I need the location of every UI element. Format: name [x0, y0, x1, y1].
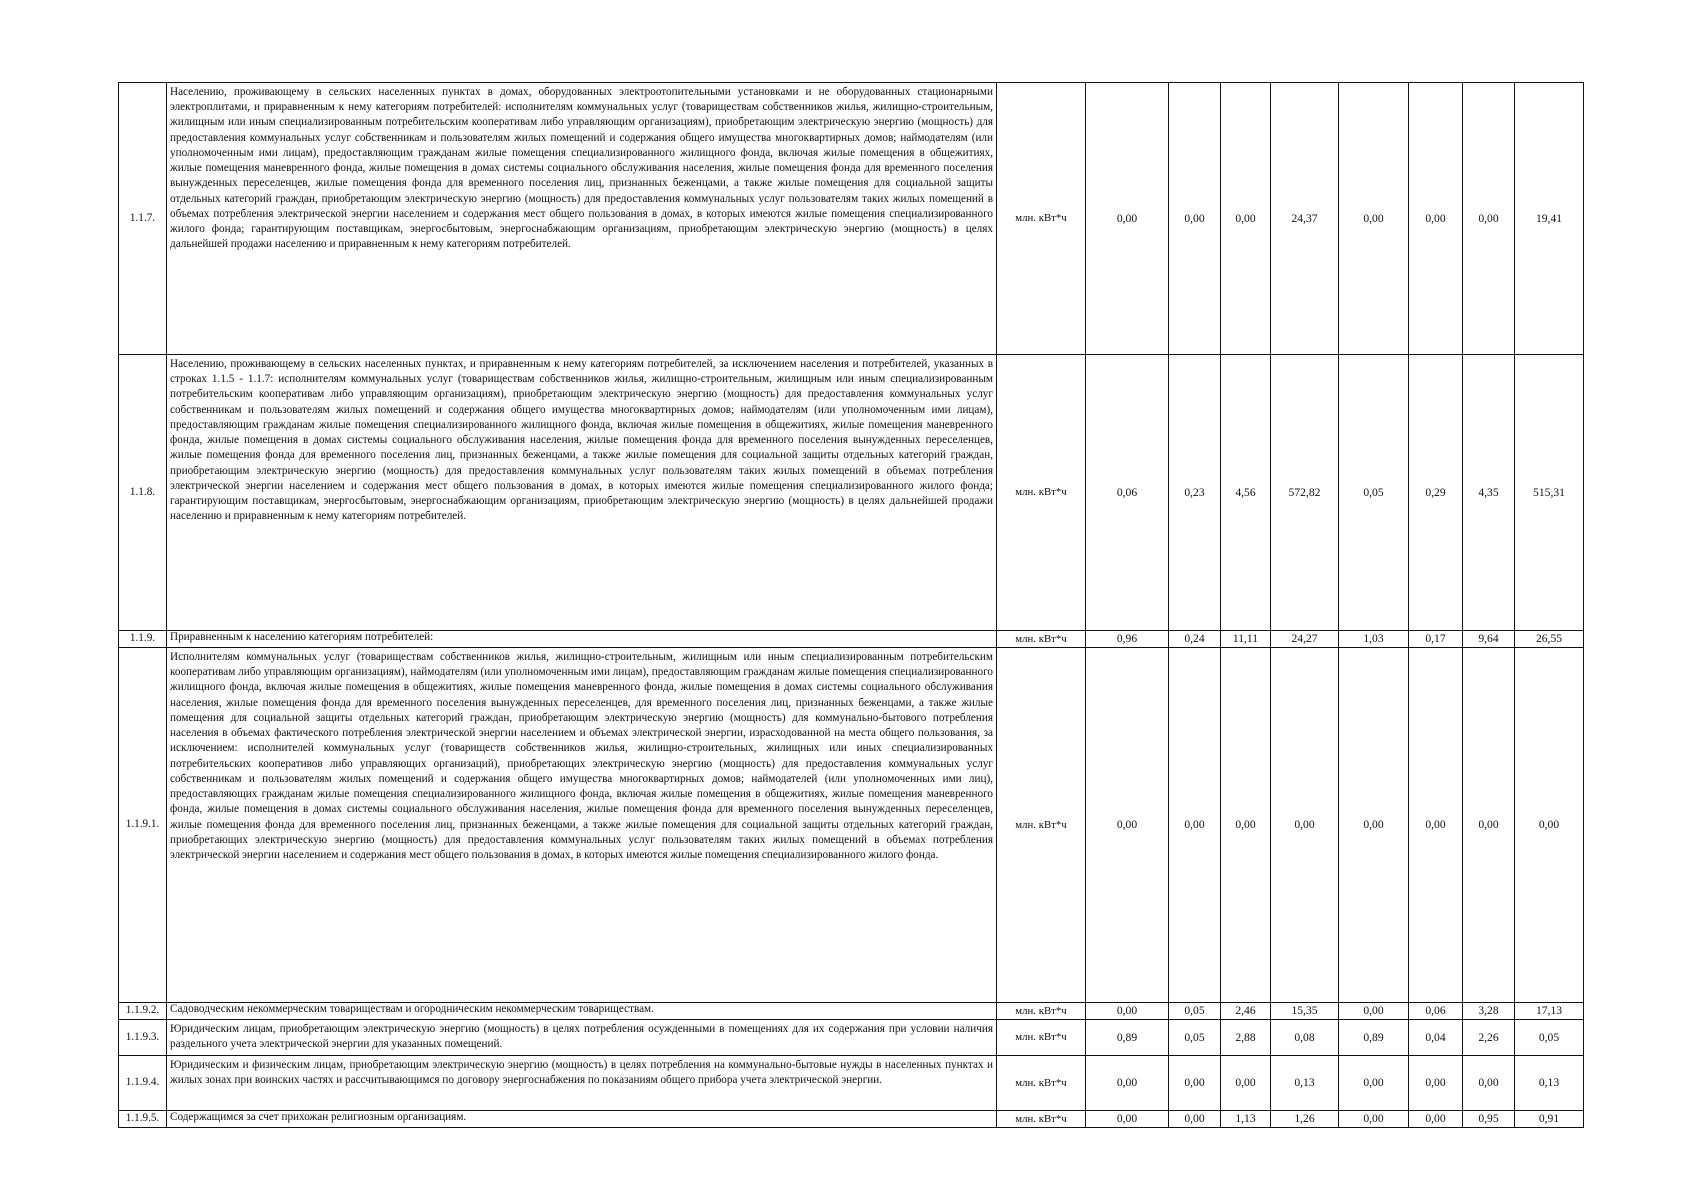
value-cell: 0,00: [1221, 83, 1271, 355]
value-cell: 0,89: [1339, 1020, 1409, 1056]
row-number: 1.1.8.: [119, 355, 167, 631]
row-description: Исполнителям коммунальных услуг (товариществам собственников жилья, жилищно-строительным, жилищным или иным специализированным потребительским кооперативам либо управляющим организациям), наймодателям (или уполномоченным ими лицам), предоставляющим гражданам жилые помещения специализированного жилищного фонда, включая жилые помещения в общежитиях, жилые помещения маневренного фонда, жилые помещения в домах системы социального обслуживания населения, жилые помещения фонда для временного поселения вынужденных переселенцев, для временного поселения лиц, признанных беженцами, а также жилые помещения для социальной защиты отдельных категорий граждан, приобретающим электрическую энергию (мощность) для коммунально-бытового потребления населения в объемах фактического потребления электрической энергии населением и объемах электрической энергии, израсходованной на места общего пользования, за исключением: исполнителей коммунальных услуг (товариществ собственников жилья, жилищно-строительных, жилищных или иных специализированных потребительских кооперативов либо управляющих организаций), приобретающих электрическую энергию (мощность) для предоставления коммунальных услуг собственникам и пользователям жилых помещений и содержания общего имущества многоквартирных домов; наймодателей (или уполномоченных ими лиц), предоставляющих гражданам жилые помещения специализированного жилищного фонда, включая жилые помещения в общежитиях, жилые помещения маневренного фонда, жилые помещения в домах системы социального обслуживания населения, жилые помещения фонда для временного поселения вынужденных переселенцев, жилые помещения фонда для временного поселения лиц, признанных беженцами, а также жилые помещения для социальной защиты отдельных категорий граждан, приобретающих электрическую энергию (мощность) для предоставления коммунальных услуг пользователям таких жилых помещений в объемах потребления электрической энергии населением и содержания мест общего пользования в домах, в которых имеются жилые помещения специализированного жилого фонда.: [167, 648, 997, 1003]
value-cell: 0,00: [1339, 83, 1409, 355]
value-cell: 0,00: [1409, 1111, 1463, 1128]
value-cell: 0,06: [1086, 355, 1169, 631]
row-number: 1.1.9.: [119, 631, 167, 648]
table-body: [119, 83, 1584, 1128]
row-description: Содержащимся за счет прихожан религиозным организациям.: [167, 1111, 997, 1128]
row-description: Населению, проживающему в сельских населенных пунктах в домах, оборудованных электроотопительными установками и не оборудованных стационарными электроплитами, и приравненным к нему категориям потребителей: исполнителям коммунальных услуг (товариществам собственников жилья, жилищно-строительным, жилищным или иным специализированным потребительским кооперативам либо управляющим организациям), приобретающим электрическую энергию (мощность) для предоставления коммунальных услуг собственникам и пользователям жилых помещений и содержания общего имущества многоквартирных домов; наймодателям (или уполномоченным ими лицам), предоставляющим гражданам жилые помещения специализированного жилищного фонда, включая жилые помещения в общежитиях, жилые помещения маневренного фонда, жилые помещения в домах системы социального обслуживания населения, жилые помещения фонда для временного поселения вынужденных переселенцев, жилые помещения фонда для временного поселения лиц, признанных беженцами, а также жилые помещения для социальной защиты отдельных категорий граждан, приобретающим электрическую энергию (мощность) для предоставления коммунальных услуг пользователям таких жилых помещений в объемах потребления электрической энергии населением и содержания мест общего пользования в домах, в которых имеются жилые помещения специализированного жилого фонда; гарантирующим поставщикам, энергосбытовым, энергоснабжающим организациям, приобретающим электрическую энергию (мощность) в целях дальнейшей продажи населению и приравненным к нему категориям потребителей.: [167, 83, 997, 355]
value-cell: 0,00: [1463, 83, 1515, 355]
value-cell: 9,64: [1463, 631, 1515, 648]
row-unit: млн. кВт*ч: [997, 1056, 1086, 1111]
value-cell: 0,05: [1169, 1020, 1221, 1056]
value-cell: 515,31: [1515, 355, 1584, 631]
value-cell: 0,00: [1339, 1056, 1409, 1111]
table-row: [119, 83, 1584, 355]
table-row: [119, 648, 1584, 1003]
table-row: [119, 1003, 1584, 1020]
row-description: Садоводческим некоммерческим товариществам и огородническим некоммерческим товариществам.: [167, 1003, 997, 1020]
value-cell: 26,55: [1515, 631, 1584, 648]
value-cell: 11,11: [1221, 631, 1271, 648]
row-number: 1.1.9.1.: [119, 648, 167, 1003]
row-description: Юридическим и физическим лицам, приобретающим электрическую энергию (мощность) в целях потребления на коммунально-бытовые нужды в населенных пунктах и жилых зонах при воинских частях и рассчитывающимся по договору энергоснабжения по показаниям общего прибора учета электрической энергии.: [167, 1056, 997, 1111]
value-cell: 0,05: [1515, 1020, 1584, 1056]
value-cell: 0,96: [1086, 631, 1169, 648]
value-cell: 0,00: [1463, 648, 1515, 1003]
value-cell: 4,35: [1463, 355, 1515, 631]
value-cell: 0,05: [1339, 355, 1409, 631]
value-cell: 1,26: [1271, 1111, 1339, 1128]
value-cell: 0,00: [1086, 1003, 1169, 1020]
row-unit: млн. кВт*ч: [997, 1111, 1086, 1128]
table-row: [119, 1020, 1584, 1056]
row-description: Населению, проживающему в сельских населенных пунктах, и приравненным к нему категориям потребителей, за исключением населения и потребителей, указанных в строках 1.1.5 - 1.1.7: исполнителям коммунальных услуг (товариществам собственников жилья, жилищно-строительным, жилищным или иным специализированным потребительским кооперативам либо управляющим организациям), приобретающим электрическую энергию (мощность) для предоставления коммунальных услуг собственникам и пользователям жилых помещений и содержания общего имущества многоквартирных домов; наймодателям (или уполномоченным ими лицам), предоставляющим гражданам жилые помещения специализированного жилищного фонда, включая жилые помещения в общежитиях, жилые помещения маневренного фонда, жилые помещения в домах системы социального обслуживания населения, жилые помещения фонда для временного поселения вынужденных переселенцев, жилые помещения фонда для временного поселения лиц, признанных беженцами, а также жилые помещения для социальной защиты отдельных категорий граждан, приобретающим электрическую энергию (мощность) для предоставления коммунальных услуг пользователям таких жилых помещений в объемах потребления электрической энергии населением и содержания мест общего пользования в домах, в которых имеются жилые помещения специализированного жилого фонда; гарантирующим поставщикам, энергосбытовым, энергоснабжающим организациям, приобретающим электрическую энергию (мощность) в целях дальнейшей продажи населению и приравненным к нему категориям потребителей.: [167, 355, 997, 631]
value-cell: 17,13: [1515, 1003, 1584, 1020]
value-cell: 1,03: [1339, 631, 1409, 648]
value-cell: 0,00: [1409, 83, 1463, 355]
value-cell: 0,00: [1339, 1111, 1409, 1128]
value-cell: 0,00: [1086, 1056, 1169, 1111]
value-cell: 0,00: [1271, 648, 1339, 1003]
table-row: [119, 1111, 1584, 1128]
value-cell: 0,13: [1515, 1056, 1584, 1111]
row-description: Юридическим лицам, приобретающим электрическую энергию (мощность) в целях потребления осужденными в помещениях для их содержания при условии наличия раздельного учета электрической энергии для указанных помещений.: [167, 1020, 997, 1056]
row-number: 1.1.7.: [119, 83, 167, 355]
value-cell: 2,26: [1463, 1020, 1515, 1056]
value-cell: 0,91: [1515, 1111, 1584, 1128]
value-cell: 0,06: [1409, 1003, 1463, 1020]
value-cell: 0,89: [1086, 1020, 1169, 1056]
value-cell: 3,28: [1463, 1003, 1515, 1020]
value-cell: 0,00: [1086, 1111, 1169, 1128]
value-cell: 0,00: [1515, 648, 1584, 1003]
row-unit: млн. кВт*ч: [997, 1003, 1086, 1020]
value-cell: 1,13: [1221, 1111, 1271, 1128]
row-unit: млн. кВт*ч: [997, 631, 1086, 648]
row-number: 1.1.9.4.: [119, 1056, 167, 1111]
row-unit: млн. кВт*ч: [997, 1020, 1086, 1056]
table-row: [119, 631, 1584, 648]
value-cell: 0,00: [1221, 648, 1271, 1003]
value-cell: 0,00: [1409, 648, 1463, 1003]
row-unit: млн. кВт*ч: [997, 648, 1086, 1003]
value-cell: 19,41: [1515, 83, 1584, 355]
value-cell: 2,46: [1221, 1003, 1271, 1020]
value-cell: 0,08: [1271, 1020, 1339, 1056]
value-cell: 0,17: [1409, 631, 1463, 648]
value-cell: 0,00: [1409, 1056, 1463, 1111]
row-unit: млн. кВт*ч: [997, 83, 1086, 355]
value-cell: 24,37: [1271, 83, 1339, 355]
value-cell: 0,95: [1463, 1111, 1515, 1128]
tariff-volume-table: [118, 82, 1584, 1128]
value-cell: 0,29: [1409, 355, 1463, 631]
value-cell: 0,00: [1086, 648, 1169, 1003]
value-cell: 15,35: [1271, 1003, 1339, 1020]
value-cell: 0,04: [1409, 1020, 1463, 1056]
value-cell: 0,00: [1086, 83, 1169, 355]
value-cell: 0,00: [1169, 83, 1221, 355]
value-cell: 4,56: [1221, 355, 1271, 631]
value-cell: 0,00: [1339, 648, 1409, 1003]
value-cell: 0,23: [1169, 355, 1221, 631]
value-cell: 0,05: [1169, 1003, 1221, 1020]
table-row: [119, 1056, 1584, 1111]
table-row: [119, 355, 1584, 631]
value-cell: 2,88: [1221, 1020, 1271, 1056]
value-cell: 0,13: [1271, 1056, 1339, 1111]
value-cell: 0,00: [1221, 1056, 1271, 1111]
value-cell: 0,00: [1169, 1056, 1221, 1111]
row-description: Приравненным к населению категориям потребителей:: [167, 631, 997, 648]
value-cell: 0,00: [1339, 1003, 1409, 1020]
row-unit: млн. кВт*ч: [997, 355, 1086, 631]
row-number: 1.1.9.2.: [119, 1003, 167, 1020]
value-cell: 0,24: [1169, 631, 1221, 648]
value-cell: 24,27: [1271, 631, 1339, 648]
row-number: 1.1.9.3.: [119, 1020, 167, 1056]
value-cell: 0,00: [1463, 1056, 1515, 1111]
value-cell: 0,00: [1169, 648, 1221, 1003]
value-cell: 0,00: [1169, 1111, 1221, 1128]
value-cell: 572,82: [1271, 355, 1339, 631]
row-number: 1.1.9.5.: [119, 1111, 167, 1128]
